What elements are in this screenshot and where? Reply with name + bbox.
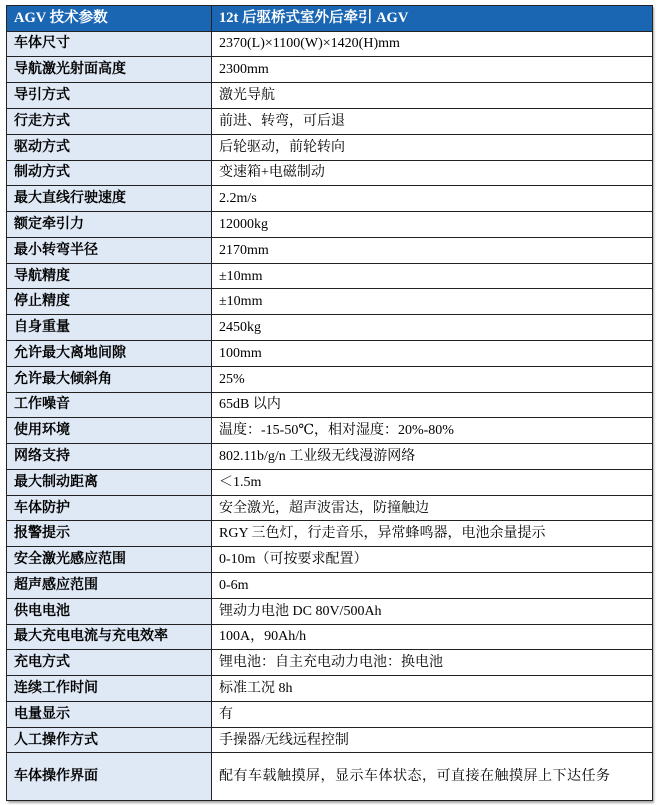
table-row	[7, 753, 653, 801]
row-value: 手操器/无线远程控制	[212, 727, 653, 753]
row-value: 配有车载触摸屏，显示车体状态，可直接在触摸屏上下达任务	[212, 753, 653, 801]
row-label: 供电电池	[7, 598, 212, 624]
table-row	[7, 701, 653, 727]
table-row	[7, 444, 653, 470]
table-row	[7, 727, 653, 753]
table-row	[7, 186, 653, 212]
row-value: 后轮驱动，前轮转向	[212, 134, 653, 160]
row-value: 2370(L)×1100(W)×1420(H)mm	[212, 31, 653, 57]
row-label: 停止精度	[7, 289, 212, 315]
row-value: ±10mm	[212, 263, 653, 289]
row-label: 车体防护	[7, 495, 212, 521]
row-label: 连续工作时间	[7, 676, 212, 702]
table-row	[7, 650, 653, 676]
table-row	[7, 521, 653, 547]
row-label: 制动方式	[7, 160, 212, 186]
table-row	[7, 366, 653, 392]
header-value: 12t 后驱桥式室外后牵引 AGV	[212, 6, 653, 32]
row-value: 2170mm	[212, 237, 653, 263]
table-row	[7, 676, 653, 702]
table-row	[7, 108, 653, 134]
row-label: 导引方式	[7, 83, 212, 109]
row-value: 标准工况 8h	[212, 676, 653, 702]
table-row	[7, 57, 653, 83]
table-row	[7, 31, 653, 57]
row-value: 激光导航	[212, 83, 653, 109]
table-header-row	[7, 6, 653, 32]
row-label: 自身重量	[7, 315, 212, 341]
table-row	[7, 495, 653, 521]
row-value: 25%	[212, 366, 653, 392]
row-value: 100A，90Ah/h	[212, 624, 653, 650]
table-row	[7, 134, 653, 160]
table-row	[7, 315, 653, 341]
table-row	[7, 340, 653, 366]
row-value: 2300mm	[212, 57, 653, 83]
table-row	[7, 469, 653, 495]
row-label: 导航精度	[7, 263, 212, 289]
table-row	[7, 160, 653, 186]
row-value: 变速箱+电磁制动	[212, 160, 653, 186]
row-value: 前进、转弯，可后退	[212, 108, 653, 134]
row-label: 使用环境	[7, 418, 212, 444]
row-label: 报警提示	[7, 521, 212, 547]
row-label: 导航激光射面高度	[7, 57, 212, 83]
row-label: 车体操作界面	[7, 753, 212, 801]
header-key: AGV 技术参数	[7, 6, 212, 32]
row-label: 额定牵引力	[7, 212, 212, 238]
row-label: 人工操作方式	[7, 727, 212, 753]
row-label: 充电方式	[7, 650, 212, 676]
row-value: ＜1.5m	[212, 469, 653, 495]
row-value: 有	[212, 701, 653, 727]
row-label: 最大制动距离	[7, 469, 212, 495]
row-value: 0-6m	[212, 573, 653, 599]
table-row	[7, 624, 653, 650]
row-label: 最大直线行驶速度	[7, 186, 212, 212]
agv-spec-table	[6, 5, 653, 801]
table-row	[7, 573, 653, 599]
table-row	[7, 418, 653, 444]
table-row	[7, 598, 653, 624]
row-value: 锂动力电池 DC 80V/500Ah	[212, 598, 653, 624]
row-label: 工作噪音	[7, 392, 212, 418]
table-row	[7, 547, 653, 573]
table-row	[7, 289, 653, 315]
row-label: 行走方式	[7, 108, 212, 134]
table-row	[7, 212, 653, 238]
row-value: 锂电池：自主充电动力电池：换电池	[212, 650, 653, 676]
row-value: RGY 三色灯，行走音乐，异常蜂鸣器，电池余量提示	[212, 521, 653, 547]
table-row	[7, 263, 653, 289]
row-label: 安全激光感应范围	[7, 547, 212, 573]
row-label: 车体尺寸	[7, 31, 212, 57]
row-value: 2450kg	[212, 315, 653, 341]
row-value: 65dB 以内	[212, 392, 653, 418]
table-row	[7, 83, 653, 109]
table-row	[7, 392, 653, 418]
row-value: 12000kg	[212, 212, 653, 238]
table-row	[7, 237, 653, 263]
row-label: 最小转弯半径	[7, 237, 212, 263]
row-value: ±10mm	[212, 289, 653, 315]
row-label: 允许最大离地间隙	[7, 340, 212, 366]
row-value: 100mm	[212, 340, 653, 366]
row-label: 超声感应范围	[7, 573, 212, 599]
row-value: 2.2m/s	[212, 186, 653, 212]
row-label: 最大充电电流与充电效率	[7, 624, 212, 650]
row-value: 安全激光，超声波雷达，防撞触边	[212, 495, 653, 521]
row-label: 允许最大倾斜角	[7, 366, 212, 392]
row-value: 温度：-15-50℃，相对湿度：20%-80%	[212, 418, 653, 444]
spec-table-container	[6, 5, 652, 801]
row-label: 驱动方式	[7, 134, 212, 160]
row-label: 网络支持	[7, 444, 212, 470]
row-value: 0-10m（可按要求配置）	[212, 547, 653, 573]
row-value: 802.11b/g/n 工业级无线漫游网络	[212, 444, 653, 470]
row-label: 电量显示	[7, 701, 212, 727]
